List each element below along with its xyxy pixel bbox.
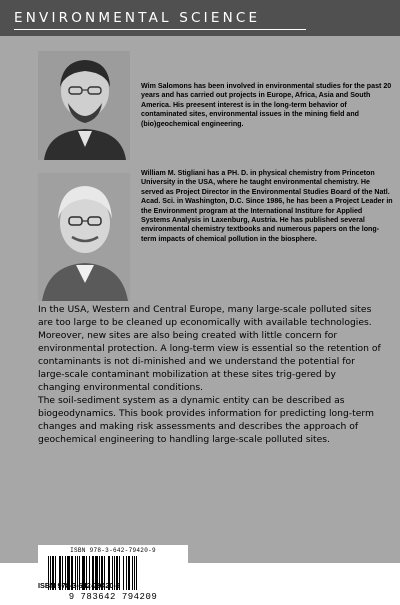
author-photo-salomons [38,51,130,160]
isbn-footer: ISBN 978-3-642-79420-9 [38,581,120,590]
author-bio-salomons: Wim Salomons has been involved in environmental studies for the past 20 years and has carried out projects in Europe, Africa, Asia and South America. His preesent interest is in the long-term behavior of contaminated sites, environmental issues in the mining field and (bio)geochemical engineering. [141,82,392,128]
barcode-bar [132,556,133,590]
series-underline [14,29,306,30]
barcode-bar [134,556,135,590]
content-panel [0,36,400,602]
author-bio-stigliani: William M. Stigliani has a PH. D. in physical chemistry from Princeton University in the USA, where he taught environmental chemistry. He served as Project Director in the Environmental Studies Board of the Natl. Acad. Sci. in Washington, D.C. Since 1986, he has been a Project Leader in the Environment program at the International Institure for Applied Systems Analysis in Laxenburg, Austria. He has published several environmental chemistry textbooks and numerous papers on the long-term impacts of chemical pollution in the biosphere. [141,169,393,243]
series-header [0,0,400,36]
book-description [38,303,381,446]
description-paragraph-1: In the USA, Western and Central Europe, many large-scale polluted sites are too large to be cleaned up economically with available technologies. Moreover, new sites are also being created with little concern for environmental protection. A long-term view is essential so the retention of contaminants is not di-minished and we understand the potential for large-scale contaminant mobilization at these sites trig-gered by changing environmental conditions. [38,304,381,393]
barcode-bar [123,556,124,590]
barcode-digits: 9 783642 794209 [68,592,158,602]
description-paragraph-2: The soil-sediment system as a dynamic entity can be described as biogeodynamics. This book provides information for predicting long-term changes and making risk assessments and describes the approach of geochemical engineering to handling large-scale polluted sites. [38,395,374,445]
barcode-bar [126,556,127,590]
barcode-bar [136,556,137,590]
barcode-bar [128,556,130,590]
author-photo-stigliani [38,173,130,301]
barcode-isbn-label: ISBN 978-3-642-79420-9 [70,547,156,554]
series-title: ENVIRONMENTAL SCIENCE [14,10,261,26]
barcode-box [38,545,188,605]
